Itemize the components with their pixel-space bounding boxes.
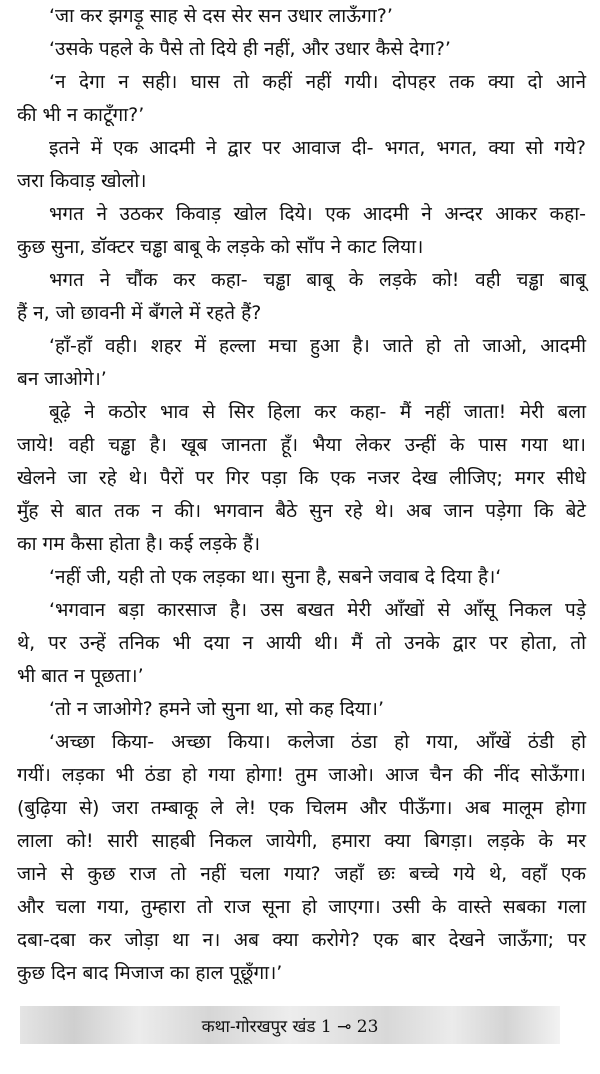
text-line: खेलने जा रहे थे। पैरों पर गिर पड़ा कि एक नजर देख लीजिए; मगर सीधे — [17, 467, 586, 489]
paragraph — [17, 396, 586, 561]
text-line: थे, पर उन्हें तनिक भी दया न आयी थी। मैं तो उनके द्वार पर होता, तो — [17, 632, 586, 654]
text-line: बन जाओगे।’ — [17, 368, 107, 390]
paragraph — [17, 0, 586, 33]
paragraph — [17, 33, 586, 66]
text-line: की भी न काटूँगा?’ — [17, 104, 145, 126]
text-line: मुँह से बात तक न की। भगवान बैठे सुन रहे थे। अब जान पड़ेगा कि बेटे — [17, 500, 586, 522]
paragraph — [17, 693, 586, 726]
text-line: भगत ने चौंक कर कहा- चड्ढा बाबू के लड़के को! वही चड्ढा बाबू — [49, 269, 586, 291]
text-line: का गम कैसा होता है। कई लड़के हैं। — [17, 533, 261, 555]
text-line: और चला गया, तुम्हारा तो राज सूना हो जाएगा। उसी के वास्ते सबका गला — [17, 896, 586, 918]
text-line: इतने में एक आदमी ने द्वार पर आवाज दी- भगत, भगत, क्या सो गये? — [49, 137, 586, 159]
paragraph — [17, 132, 586, 198]
paragraph — [17, 594, 586, 693]
text-line: भगत ने उठकर किवाड़ खोल दिये। एक आदमी ने अन्दर आकर कहा- — [49, 203, 586, 225]
paragraph — [17, 561, 586, 594]
text-line: दबा-दबा कर जोड़ा था न। अब क्या करोगे? एक बार देखने जाऊँगा; पर — [17, 929, 586, 951]
paragraph — [17, 264, 586, 330]
text-line: लाला को! सारी साहबी निकल जायेगी, हमारा क्या बिगड़ा। लड़के के मर — [17, 830, 586, 852]
text-line: ‘जा कर झगड़ू साह से दस सेर सन उधार लाऊँगा?’ — [49, 5, 393, 27]
paragraph — [17, 726, 586, 990]
text-line: ‘अच्छा किया- अच्छा किया। कलेजा ठंडा हो गया, आँखें ठंडी हो — [49, 731, 586, 753]
text-line: हैं न, जो छावनी में बँगले में रहते हैं? — [17, 302, 262, 324]
text-line: जाये! वही चड्ढा है। खूब जानता हूँ। भैया लेकर उन्हीं के पास गया था। — [17, 434, 586, 456]
footer-text: कथा-गोरखपुर खंड 1 ⊸ 23 — [201, 1016, 379, 1037]
paragraph — [17, 330, 586, 396]
text-line: गयीं। लड़का भी ठंडा हो गया होगा! तुम जाओ। आज चैन की नींद सोऊँगा। — [17, 764, 586, 786]
text-line: कुछ सुना, डॉक्टर चड्ढा बाबू के लड़के को साँप ने काट लिया। — [17, 236, 424, 258]
text-line: ‘नहीं जी, यही तो एक लड़का था। सुना है, सबने जवाब दे दिया है।‘ — [49, 566, 502, 588]
paragraph — [17, 198, 586, 264]
text-line: जाने से कुछ राज तो नहीं चला गया? जहाँ छः बच्चे गये थे, वहाँ एक — [17, 863, 586, 885]
text-line: बूढ़े ने कठोर भाव से सिर हिला कर कहा- मैं नहीं जाता! मेरी बला — [49, 401, 586, 423]
text-line: ‘हाँ-हाँ वही। शहर में हल्ला मचा हुआ है। जाते हो तो जाओ, आदमी — [49, 335, 586, 357]
paragraph — [17, 66, 586, 132]
text-line: (बुढ़िया से) जरा तम्बाकू ले ले! एक चिलम और पीऊँगा। अब मालूम होगा — [17, 797, 586, 819]
body-text — [17, 0, 586, 990]
text-line: ‘भगवान बड़ा कारसाज है। उस बखत मेरी आँखों से आँसू निकल पड़े — [49, 599, 586, 621]
text-line: ‘तो न जाओगे? हमने जो सुना था, सो कह दिया।’ — [49, 698, 384, 720]
text-line: भी बात न पूछता।’ — [17, 665, 144, 687]
text-line: ‘उसके पहले के पैसे तो दिये ही नहीं, और उधार कैसे देगा?’ — [49, 38, 451, 60]
text-line: कुछ दिन बाद मिजाज का हाल पूछूँगा।’ — [17, 962, 283, 984]
text-line: जरा किवाड़ खोलो। — [17, 170, 147, 192]
page-footer — [20, 1006, 560, 1044]
text-line: ‘न देगा न सही। घास तो कहीं नहीं गयी। दोपहर तक क्या दो आने — [49, 71, 586, 93]
